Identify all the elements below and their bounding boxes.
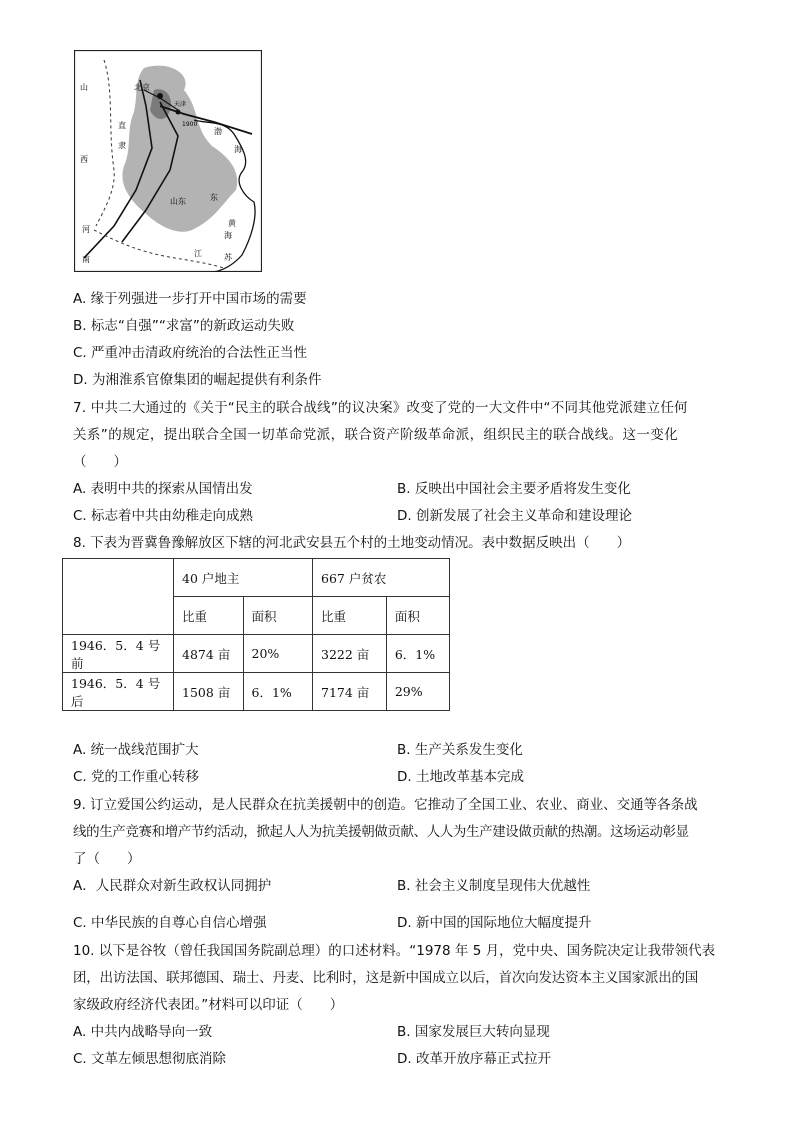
q9-option-b: B. 社会主义制度呈现伟大优越性 [397, 878, 591, 894]
table-corner-cell [63, 559, 174, 635]
map-label-shandong: 山东 [170, 197, 186, 206]
q6-option-b: B. 标志“自强”“求富”的新政运动失败 [73, 318, 295, 334]
map-label-zhi: 直 [118, 121, 126, 130]
table-group-header: 40 户地主 [174, 559, 313, 597]
q9-option-d: D. 新中国的国际地位大幅度提升 [397, 915, 592, 931]
q7-stem-line3: （ ） [73, 454, 127, 470]
table-cell: 3222 亩 [313, 635, 387, 673]
table-cell: 6．1% [386, 635, 449, 673]
table-cell: 7174 亩 [313, 673, 387, 711]
q10-option-c: C. 文革左倾思想彻底消除 [73, 1051, 227, 1067]
table-cell: 4874 亩 [174, 635, 244, 673]
q7-stem-line1: 7. 中共二大通过的《关于“民主的联合战线”的议决案》改变了党的一大文件中“不同其他党派建立任何 [73, 400, 688, 416]
q10-option-a: A. 中共内战略导向一致 [73, 1024, 213, 1040]
table-row [63, 673, 450, 711]
q7-option-b: B. 反映出中国社会主要矛盾将发生变化 [397, 481, 631, 497]
q8-option-c: C. 党的工作重心转移 [73, 769, 200, 785]
table-cell: 1946．5．4 号后 [63, 673, 174, 711]
q7-option-d: D. 创新发展了社会主义革命和建设理论 [397, 508, 632, 524]
map-label-li: 隶 [118, 141, 126, 150]
q10-option-b: B. 国家发展巨大转向显现 [397, 1024, 550, 1040]
q10-stem-line2: 团，出访法国、联邦德国、瑞士、丹麦、比利时，这是新中国成立以后，首次向发达资本主义国家派出的国 [73, 970, 699, 986]
map-label-hai2: 海 [234, 145, 242, 154]
map-label-1900: 1900 [182, 121, 198, 128]
q7-option-a: A. 表明中共的探索从国情出发 [73, 481, 253, 497]
q8-stem: 8. 下表为晋冀鲁豫解放区下辖的河北武安县五个村的土地变动情况。表中数据反映出（ ） [73, 535, 631, 551]
q6-option-d: D. 为湘淮系官僚集团的崛起提供有利条件 [73, 372, 322, 388]
q8-option-d: D. 土地改革基本完成 [397, 769, 524, 785]
table-sub-header: 比重 [174, 597, 244, 635]
q9-option-c: C. 中华民族的自尊心自信心增强 [73, 915, 267, 931]
historical-map [74, 50, 262, 272]
q8-option-b: B. 生产关系发生变化 [397, 742, 523, 758]
q10-option-d: D. 改革开放序幕正式拉开 [397, 1051, 551, 1067]
map-label-he: 河 [82, 225, 90, 234]
table-cell: 29% [386, 673, 449, 711]
table-header-row-1 [63, 559, 450, 597]
map-label-su: 苏 [224, 253, 232, 262]
map-label-xi: 西 [80, 155, 88, 164]
land-change-table [62, 558, 450, 711]
map-label-huang: 黄 [228, 219, 236, 228]
table-row [63, 635, 450, 673]
map-label-jiang: 江 [194, 249, 202, 258]
q9-stem-line3: 了（ ） [73, 851, 141, 867]
table-cell: 1508 亩 [174, 673, 244, 711]
q9-option-a: A．人民群众对新生政权认同拥护 [73, 878, 272, 894]
map-label-beijing: 北京 [134, 83, 150, 92]
q10-stem-line3: 家级政府经济代表团。”材料可以印证（ ） [73, 997, 344, 1013]
q9-stem-line1: 9. 订立爱国公约运动，是人民群众在抗美援朝中的创造。它推动了全国工业、农业、商业、交通等各条战 [73, 797, 698, 813]
q8-option-a: A. 统一战线范围扩大 [73, 742, 199, 758]
map-label-hai: 海 [224, 231, 232, 240]
table-sub-header: 比重 [313, 597, 387, 635]
map-label-nan: 南 [82, 255, 90, 264]
table-cell: 1946．5．4 号前 [63, 635, 174, 673]
q10-stem-line1: 10. 以下是谷牧（曾任我国国务院副总理）的口述材料。“1978 年 5 月，党中央、国务院决定让我带领代表 [73, 943, 716, 959]
table-sub-header: 面积 [386, 597, 449, 635]
table-cell: 20% [243, 635, 313, 673]
table-group-header: 667 户贫农 [313, 559, 450, 597]
q6-option-c: C. 严重冲击清政府统治的合法性正当性 [73, 345, 308, 361]
map-label-tianjin: 天津 [174, 101, 187, 108]
table-sub-header: 面积 [243, 597, 313, 635]
q9-stem-line2: 线的生产竞赛和增产节约活动，掀起人人为抗美援朝做贡献、人人为生产建设做贡献的热潮。这场运动彰显 [73, 824, 689, 840]
q7-option-c: C. 标志着中共由幼稚走向成熟 [73, 508, 254, 524]
map-drawing [74, 50, 262, 272]
map-label-dong: 东 [210, 193, 218, 202]
map-label-bo: 渤 [214, 127, 222, 136]
table-cell: 6．1% [243, 673, 313, 711]
q6-option-a: A. 缘于列强进一步打开中国市场的需要 [73, 291, 307, 307]
q7-stem-line2: 关系”的规定，提出联合全国一切革命党派，联合资产阶级革命派，组织民主的联合战线。这一变化 [73, 427, 679, 443]
map-label-shan: 山 [80, 83, 88, 92]
